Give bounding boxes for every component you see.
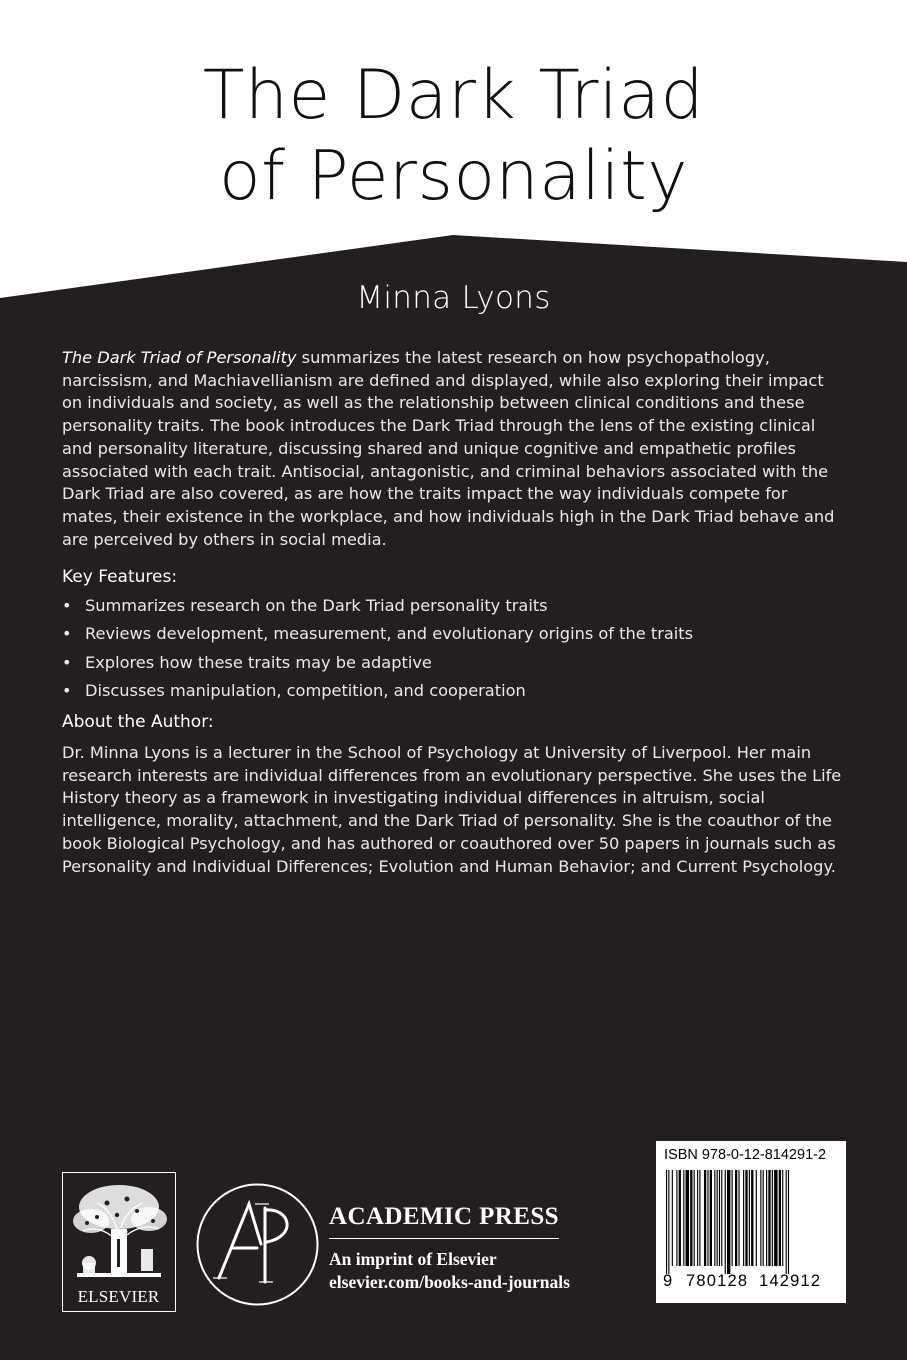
- barcode-bar: [683, 1170, 684, 1266]
- barcode-bar: [672, 1170, 673, 1266]
- barcode-bar: [756, 1170, 757, 1266]
- book-title-line-1: The Dark Triad: [202, 56, 705, 135]
- barcode-digit-group-1: 780128: [686, 1272, 749, 1290]
- feature-text: Explores how these traits may be adaptive: [85, 652, 432, 672]
- barcode-bar: [768, 1170, 770, 1266]
- elsevier-logo: [62, 1172, 176, 1312]
- barcode-bar: [710, 1170, 712, 1266]
- barcode-bar: [743, 1170, 744, 1266]
- barcode-bar: [727, 1170, 730, 1274]
- barcode-bar: [788, 1170, 789, 1274]
- barcode-bar: [779, 1170, 781, 1266]
- barcode-bar: [707, 1170, 708, 1266]
- barcode-bar: [760, 1170, 761, 1266]
- barcode-bar: [772, 1170, 773, 1266]
- feature-text: Summarizes research on the Dark Triad personality traits: [85, 596, 548, 615]
- isbn-label: ISBN 978-0-12-814291-2: [664, 1147, 827, 1163]
- barcode-bar: [717, 1170, 718, 1266]
- book-description: [62, 347, 848, 551]
- feature-text: Reviews development, measurement, and evolutionary origins of the traits: [85, 624, 694, 644]
- barcode-bar: [725, 1170, 726, 1274]
- barcode-bar: [694, 1170, 695, 1266]
- barcode-digit-first: 9: [663, 1272, 673, 1290]
- list-item: [62, 592, 693, 620]
- about-author-heading: About the Author:: [62, 712, 214, 732]
- book-title-line-2: of Personality: [218, 137, 689, 216]
- barcode-bar: [732, 1170, 733, 1266]
- barcode-bar: [738, 1170, 739, 1266]
- elsevier-tree-icon: [67, 1177, 171, 1283]
- list-item: [62, 620, 693, 648]
- academic-press-logo: [195, 1182, 320, 1307]
- barcode-bar: [735, 1170, 737, 1266]
- about-author-text: Dr. Minna Lyons is a lecturer in the School of Psychology at University of Liverpool. Her main research interests are individual differences from an evolutionary perspective. She uses the Life History theory as a framework in investigating individual differences in altruism, social intelligence, morality, attachment, and the Dark Triad of personality. She is the coauthor of the book Biological Psychology, and has authored or coauthored over 50 papers in journals such as Personality and Individual Differences; Evolution and Human Behavior; and Current Psychology.: [62, 743, 842, 876]
- key-features-heading: Key Features:: [62, 567, 178, 587]
- bullet-icon: •: [62, 624, 72, 644]
- barcode-bar: [714, 1170, 715, 1266]
- description-text: summarizes the latest research on how psychopathology, narcissism, and Machiavellianism are defined and displayed, while also exploring their impact on individuals and society, as well as the relationship between clinical conditions and these personality traits. The book introduces the Dark Triad through the lens of the existing clinical and personality literature, discussing shared and unique cognitive and empathetic profiles associated with each trait. Antisocial, antagonistic, and criminal behaviors associated with the Dark Triad are also covered, as are how the traits impact the way individuals compete for mates, their existence in the workplace, and how individuals high in the Dark Triad behave and are perceived by others in social media.: [62, 348, 835, 549]
- barcode-bar: [751, 1170, 753, 1266]
- feature-text: Discusses manipulation, competition, and cooperation: [85, 680, 526, 700]
- barcode-bar: [697, 1170, 698, 1266]
- barcode-bar: [774, 1170, 777, 1266]
- bullet-icon: •: [62, 680, 72, 700]
- list-item: [62, 649, 693, 677]
- barcode-bar: [721, 1170, 722, 1266]
- barcode-bar: [763, 1170, 764, 1266]
- barcode-bar: [699, 1170, 700, 1266]
- barcode-bar: [749, 1170, 750, 1266]
- barcode-bar: [686, 1170, 689, 1266]
- publisher-url[interactable]: elsevier.com/books-and-journals: [329, 1272, 570, 1292]
- barcode-bar: [666, 1170, 667, 1274]
- barcode-bar: [745, 1170, 747, 1266]
- description-book-title: The Dark Triad of Personality: [62, 348, 297, 367]
- press-name: ACADEMIC PRESS: [329, 1203, 559, 1230]
- barcode-bar: [679, 1170, 681, 1266]
- barcode-bar: [704, 1170, 706, 1266]
- barcode-bar: [719, 1170, 720, 1266]
- barcode-bar: [766, 1170, 767, 1266]
- bullet-icon: •: [62, 596, 72, 615]
- barcode-bar: [668, 1170, 669, 1274]
- bullet-icon: •: [62, 652, 72, 672]
- key-features-list: [62, 592, 693, 705]
- press-divider: [329, 1238, 559, 1239]
- barcode-bar: [782, 1170, 783, 1266]
- list-item: [62, 677, 693, 705]
- author-name: Minna Lyons: [356, 280, 551, 316]
- barcode-digit-group-2: 142912: [759, 1272, 822, 1290]
- barcode-bar: [690, 1170, 692, 1266]
- isbn-barcode: [656, 1141, 846, 1303]
- elsevier-wordmark: ELSEVIER: [77, 1287, 160, 1306]
- barcode-bar: [676, 1170, 677, 1266]
- barcode-bar: [786, 1170, 787, 1274]
- imprint-text: An imprint of Elsevier: [329, 1249, 497, 1269]
- barcode-bars: [664, 1170, 838, 1274]
